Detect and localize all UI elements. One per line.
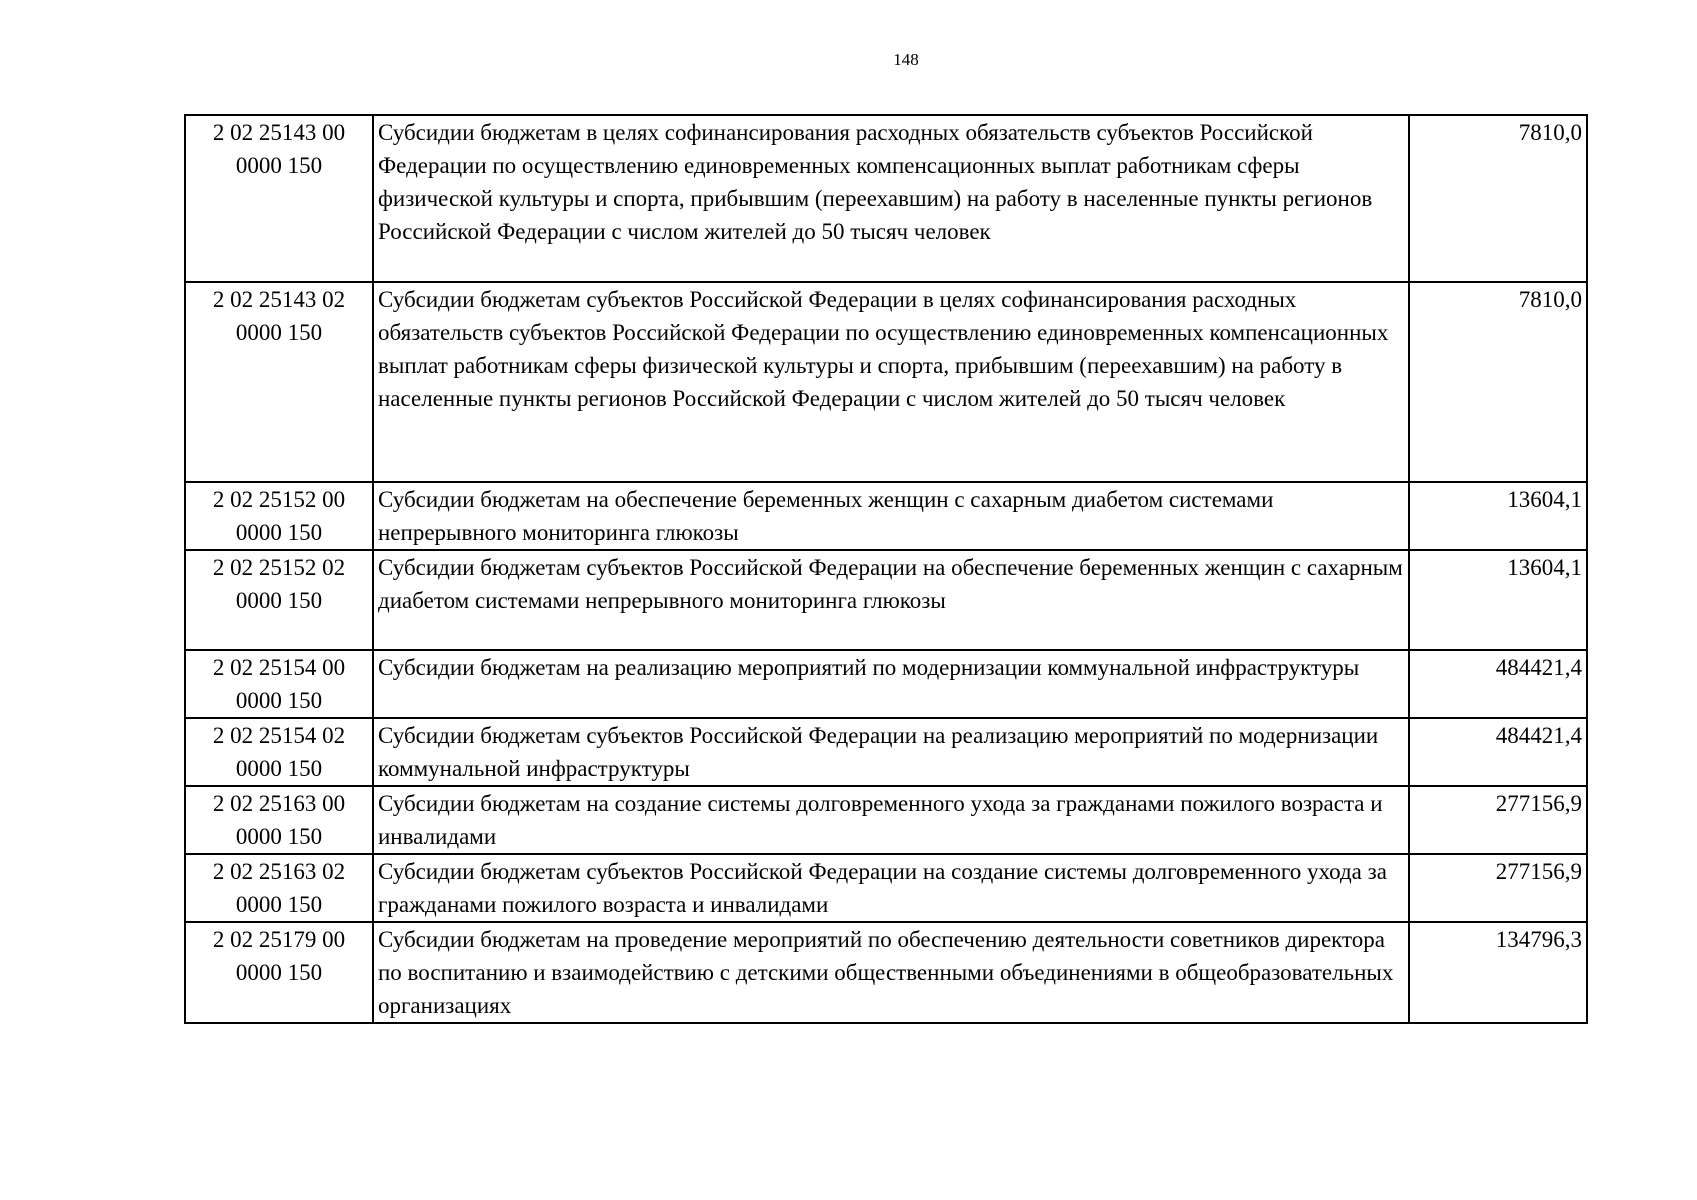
code-line: 2 02 25163 00 [212, 791, 346, 816]
budget-code-cell [185, 550, 373, 650]
table-row [185, 550, 1587, 650]
code-line: 2 02 25152 02 [212, 555, 346, 580]
table-row [185, 786, 1587, 854]
code-line: 0000 150 [235, 588, 323, 613]
code-line: 0000 150 [235, 520, 323, 545]
table-row [185, 854, 1587, 922]
description-cell: Субсидии бюджетам на обеспечение беременных женщин с сахарным диабетом системами непрерывного мониторинга глюкозы [373, 482, 1409, 550]
budget-code-cell [185, 282, 373, 482]
description-cell: Субсидии бюджетам субъектов Российской Федерации в целях софинансирования расходных обязательств субъектов Российской Федерации по осуществлению единовременных компенсационных выплат работникам сферы физической культуры и спорта, прибывшим (переехавшим) на работу в населенные пункты регионов Российской Федерации с числом жителей до 50 тысяч человек [373, 282, 1409, 482]
description-cell: Субсидии бюджетам субъектов Российской Федерации на реализацию мероприятий по модернизации коммунальной инфраструктуры [373, 718, 1409, 786]
description-cell: Субсидии бюджетам субъектов Российской Федерации на обеспечение беременных женщин с сахарным диабетом системами непрерывного мониторинга глюкозы [373, 550, 1409, 650]
code-line: 0000 150 [235, 756, 323, 781]
budget-code-cell [185, 786, 373, 854]
code-line: 0000 150 [235, 320, 323, 345]
amount-cell: 13604,1 [1409, 550, 1587, 650]
budget-code-cell [185, 115, 373, 282]
budget-code-cell [185, 482, 373, 550]
budget-code-cell [185, 718, 373, 786]
code-line: 0000 150 [235, 892, 323, 917]
amount-cell: 13604,1 [1409, 482, 1587, 550]
code-line: 0000 150 [235, 688, 323, 713]
table-row [185, 718, 1587, 786]
code-line: 2 02 25143 00 [212, 120, 346, 145]
table-row [185, 482, 1587, 550]
code-line: 2 02 25154 00 [212, 655, 346, 680]
description-cell: Субсидии бюджетам на реализацию мероприятий по модернизации коммунальной инфраструктуры [373, 650, 1409, 718]
budget-code-cell [185, 854, 373, 922]
amount-cell: 7810,0 [1409, 282, 1587, 482]
amount-cell: 484421,4 [1409, 718, 1587, 786]
table-row [185, 115, 1587, 282]
description-cell: Субсидии бюджетам на создание системы долговременного ухода за гражданами пожилого возраста и инвалидами [373, 786, 1409, 854]
amount-cell: 7810,0 [1409, 115, 1587, 282]
code-line: 0000 150 [235, 824, 323, 849]
description-cell: Субсидии бюджетам в целях софинансирования расходных обязательств субъектов Российской Федерации по осуществлению единовременных компенсационных выплат работникам сферы физической культуры и спорта, прибывшим (переехавшим) на работу в населенные пункты регионов Российской Федерации с числом жителей до 50 тысяч человек [373, 115, 1409, 282]
budget-table [184, 114, 1588, 1024]
code-line: 0000 150 [235, 960, 323, 985]
code-line: 2 02 25143 02 [212, 287, 346, 312]
table-row [185, 650, 1587, 718]
description-cell: Субсидии бюджетам субъектов Российской Федерации на создание системы долговременного ухода за гражданами пожилого возраста и инвалидами [373, 854, 1409, 922]
code-line: 2 02 25154 02 [212, 723, 346, 748]
amount-cell: 277156,9 [1409, 786, 1587, 854]
table-row [185, 922, 1587, 1023]
code-line: 2 02 25152 00 [212, 487, 346, 512]
page-number: 148 [893, 50, 919, 69]
code-line: 0000 150 [235, 153, 323, 178]
description-cell: Субсидии бюджетам на проведение мероприятий по обеспечению деятельности советников директора по воспитанию и взаимодействию с детскими общественными объединениями в общеобразовательных организациях [373, 922, 1409, 1023]
table-row [185, 282, 1587, 482]
code-line: 2 02 25163 02 [212, 859, 346, 884]
budget-code-cell [185, 650, 373, 718]
amount-cell: 277156,9 [1409, 854, 1587, 922]
amount-cell: 484421,4 [1409, 650, 1587, 718]
code-line: 2 02 25179 00 [212, 927, 346, 952]
budget-code-cell [185, 922, 373, 1023]
amount-cell: 134796,3 [1409, 922, 1587, 1023]
